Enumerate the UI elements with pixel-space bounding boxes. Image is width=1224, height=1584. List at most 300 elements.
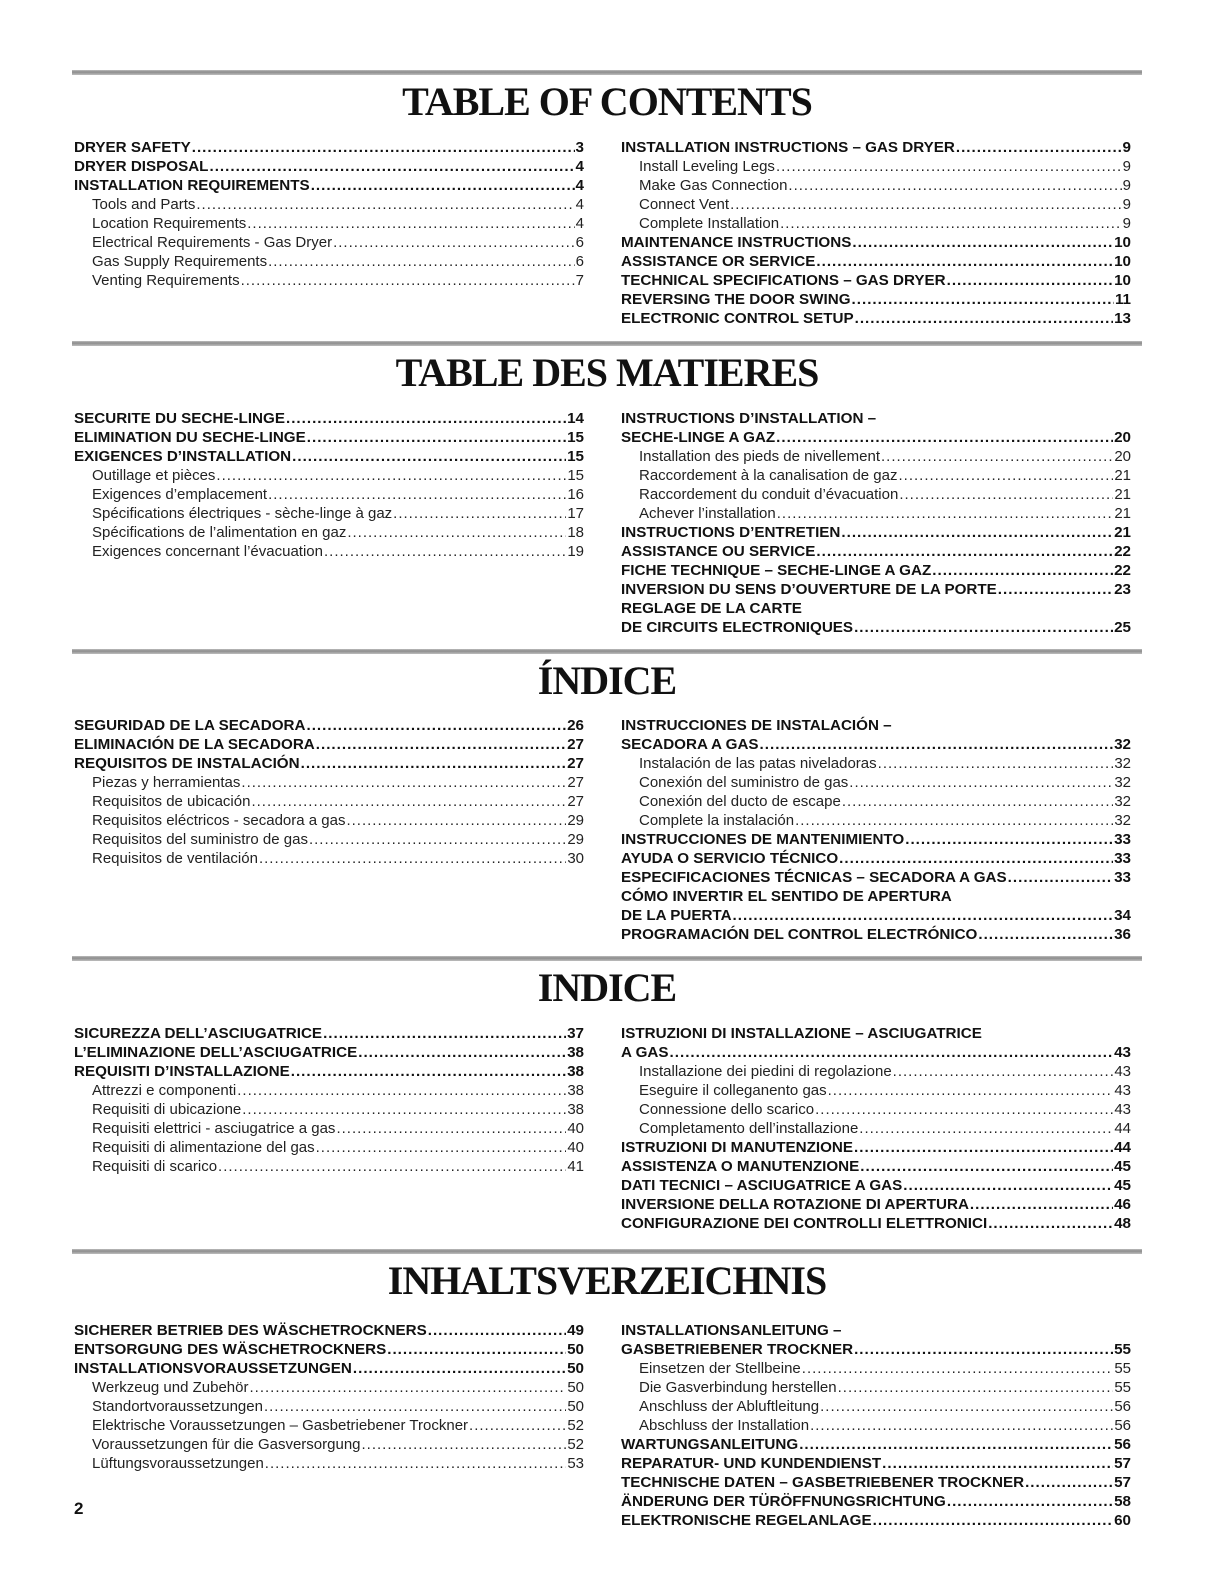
toc-column-right [621,409,1131,637]
toc-page-number: 57 [1114,1474,1131,1491]
toc-entry-label: Tools and Parts [92,196,196,213]
toc-column-right [621,1024,1131,1233]
toc-page-number: 50 [567,1379,584,1396]
dot-leader [839,849,1113,868]
toc-entry-label: ASSISTANCE OR SERVICE [621,253,816,270]
toc-page-number: 21 [1114,467,1131,484]
toc-entry-label: SICUREZZA DELL’ASCIUGATRICE [74,1025,323,1042]
toc-column-right [621,716,1131,944]
toc-entry-label: ELIMINATION DU SECHE-LINGE [74,429,306,446]
toc-subentry [621,811,1131,830]
dot-leader [324,542,566,561]
toc-page-number: 23 [1114,581,1131,598]
toc-entry-label: Attrezzi e componenti [92,1082,237,1099]
dot-leader [301,754,567,773]
dot-leader [1008,868,1113,887]
dot-leader [358,1043,566,1062]
toc-page-number: 36 [1114,926,1131,943]
toc-entry-label: ELEKTRONISCHE REGELANLAGE [621,1512,872,1529]
toc-entry-label: Completamento dell’installazione [639,1120,859,1137]
toc-entry-label: ÄNDERUNG DER TÜRÖFFNUNGSRICHTUNG [621,1493,946,1510]
toc-entry-label: DRYER SAFETY [74,139,191,156]
dot-leader [242,1100,566,1119]
toc-page-number: 11 [1114,291,1131,308]
toc-subentry [621,157,1131,176]
toc-page-number: 45 [1114,1177,1131,1194]
toc-column-left [74,716,584,868]
toc-entry-label: REQUISITI D’INSTALLAZIONE [74,1063,290,1080]
toc-subentry [74,849,584,868]
toc-subentry [621,485,1131,504]
dot-leader [988,1214,1113,1233]
toc-entry-label: Installazione dei piedini di regolazione [639,1063,892,1080]
toc-page-number: 58 [1114,1493,1131,1510]
section-divider [72,1249,1142,1254]
dot-leader [795,811,1113,830]
toc-subentry [74,504,584,523]
toc-entry [621,290,1131,309]
toc-page-number: 50 [567,1341,584,1358]
toc-entry-label: Instalación de las patas niveladoras [639,755,877,772]
toc-subentry [621,1119,1131,1138]
toc-page-number: 27 [567,774,584,791]
toc-page-number: 38 [567,1101,584,1118]
toc-page-number: 4 [575,158,584,175]
toc-subentry [621,1397,1131,1416]
toc-column-right [621,138,1131,328]
dot-leader [828,1081,1114,1100]
toc-subentry [74,1435,584,1454]
dot-leader [854,618,1113,637]
toc-subentry [621,195,1131,214]
toc-subentry [621,466,1131,485]
dot-leader [760,735,1114,754]
toc-page-number: 57 [1114,1455,1131,1472]
toc-entry [621,233,1131,252]
toc-entry [621,309,1131,328]
toc-subentry [74,195,584,214]
dot-leader [852,290,1114,309]
toc-entry-label: Eseguire il colleganento gas [639,1082,827,1099]
section-divider [72,956,1142,961]
dot-leader [265,1454,567,1473]
dot-leader [249,1378,566,1397]
toc-entry [74,716,584,735]
dot-leader [978,925,1113,944]
dot-leader [347,523,566,542]
toc-page-number: 50 [567,1360,584,1377]
toc-page-number: 25 [1114,619,1131,636]
toc-entry [621,1214,1131,1233]
toc-page-number: 21 [1114,524,1131,541]
toc-entry [621,830,1131,849]
toc-entry-label: Requisiti di scarico [92,1158,218,1175]
toc-entry [621,1492,1131,1511]
toc-page-number: 44 [1114,1139,1131,1156]
dot-leader [237,1081,566,1100]
toc-subentry [621,773,1131,792]
toc-entry-label: Exigences d’emplacement [92,486,268,503]
dot-leader [196,195,574,214]
toc-entry-label: ENTSORGUNG DES WÄSCHETROCKNERS [74,1341,387,1358]
toc-page-number: 19 [567,543,584,560]
toc-entry-label: Lüftungsvoraussetzungen [92,1455,264,1472]
toc-entry-label: A GAS [621,1044,669,1061]
toc-page-number: 4 [575,177,584,194]
toc-page-number: 21 [1114,486,1131,503]
toc-subentry [621,176,1131,195]
toc-page-number: 27 [567,755,584,772]
toc-entry [74,409,584,428]
toc-page-number: 32 [1114,755,1131,772]
dot-leader [899,466,1114,485]
toc-subentry [621,1378,1131,1397]
toc-entry-label: CÓMO INVERTIR EL SENTIDO DE APERTURA [621,888,952,905]
toc-entry [74,138,584,157]
toc-entry [74,176,584,195]
toc-entry-label: INSTRUCCIONES DE INSTALACIÓN – [621,717,892,734]
toc-entry-label: Requisitos de ventilación [92,850,258,867]
dot-leader [346,811,566,830]
toc-page-number: 18 [567,524,584,541]
dot-leader [362,1435,567,1454]
toc-page-number: 4 [575,215,584,232]
dot-leader [307,428,566,447]
toc-column-left [74,1024,584,1176]
toc-entry-label: Werkzeug und Zubehör [92,1379,249,1396]
dot-leader [306,716,566,735]
toc-entry-label: REQUISITOS DE INSTALACIÓN [74,755,300,772]
toc-page-number: 33 [1114,850,1131,867]
toc-page-number: 32 [1114,793,1131,810]
toc-page-number: 26 [567,717,584,734]
dot-leader [776,428,1113,447]
toc-page-number: 56 [1114,1436,1131,1453]
dot-leader [209,157,574,176]
section-title: INHALTSVERZEICHNIS [387,1258,827,1303]
dot-leader [947,271,1113,290]
toc-entry-label: EXIGENCES D’INSTALLATION [74,448,292,465]
toc-entry-label: INSTALLATIONSANLEITUNG – [621,1322,842,1339]
toc-subentry [74,271,584,290]
toc-page-number: 38 [567,1063,584,1080]
dot-leader [998,580,1113,599]
toc-page-number: 15 [567,448,584,465]
toc-page-number: 38 [567,1082,584,1099]
toc-entry [621,138,1131,157]
dot-leader [854,1340,1113,1359]
toc-page-number: 30 [567,850,584,867]
dot-leader [842,792,1114,811]
toc-page-number: 9 [1122,177,1131,194]
toc-entry [74,428,584,447]
toc-entry-label: Spécifications électriques - sèche-linge à gaz [92,505,393,522]
dot-leader [780,214,1122,233]
dot-leader [292,447,566,466]
toc-subentry [74,830,584,849]
toc-subentry [74,233,584,252]
toc-page-number: 9 [1122,215,1131,232]
toc-entry [621,925,1131,944]
toc-entry [621,580,1131,599]
toc-entry-label: Anschluss der Abluftleitung [639,1398,820,1415]
toc-entry-label: Die Gasverbindung herstellen [639,1379,837,1396]
dot-leader [469,1416,566,1435]
toc-page-number: 16 [567,486,584,503]
dot-leader [882,1454,1113,1473]
toc-entry [621,542,1131,561]
toc-page-number: 29 [567,831,584,848]
toc-entry [74,1043,584,1062]
dot-leader [878,754,1114,773]
toc-entry [74,1062,584,1081]
toc-entry-label: WARTUNGSANLEITUNG [621,1436,799,1453]
dot-leader [899,485,1113,504]
toc-entry-label: ESPECIFICACIONES TÉCNICAS – SECADORA A GAS [621,869,1007,886]
toc-entry-label: Spécifications de l’alimentation en gaz [92,524,347,541]
toc-entry-label: Requisitos de ubicación [92,793,251,810]
toc-page-number: 46 [1114,1196,1131,1213]
toc-page-number: 55 [1114,1341,1131,1358]
dot-leader [387,1340,566,1359]
toc-entry [621,409,1131,428]
toc-entry [74,1321,584,1340]
dot-leader [730,195,1122,214]
section-title: INDICE [537,965,677,1010]
toc-entry [621,716,1131,735]
toc-entry-label: ASSISTENZA O MANUTENZIONE [621,1158,860,1175]
toc-page-number: 21 [1114,505,1131,522]
toc-entry-label: AYUDA O SERVICIO TÉCNICO [621,850,839,867]
toc-entry-label: Electrical Requirements - Gas Dryer [92,234,333,251]
toc-entry-label: INSTALLATION REQUIREMENTS [74,177,310,194]
toc-entry [621,428,1131,447]
toc-entry [621,849,1131,868]
dot-leader [291,1062,566,1081]
toc-subentry [74,542,584,561]
toc-subentry [621,754,1131,773]
toc-entry-label: REGLAGE DE LA CARTE [621,600,802,617]
toc-entry [621,1195,1131,1214]
dot-leader [838,1378,1114,1397]
toc-entry-label: Achever l’installation [639,505,776,522]
toc-entry [621,271,1131,290]
toc-entry-label: INSTALLATIONSVORAUSSETZUNGEN [74,1360,352,1377]
toc-page-number: 48 [1114,1215,1131,1232]
toc-page-number: 52 [567,1417,584,1434]
toc-page-number: 43 [1114,1101,1131,1118]
dot-leader [855,309,1113,328]
dot-leader [192,138,575,157]
toc-page-number: 20 [1114,448,1131,465]
toc-page-number: 13 [1114,310,1131,327]
dot-leader [733,906,1114,925]
toc-subentry [74,1081,584,1100]
toc-entry-label: SECADORA A GAS [621,736,759,753]
toc-page-number: 53 [567,1455,584,1472]
toc-subentry [74,1416,584,1435]
toc-subentry [74,1157,584,1176]
toc-page-number: 43 [1114,1044,1131,1061]
toc-entry-label: Install Leveling Legs [639,158,775,175]
toc-page-number: 15 [567,467,584,484]
toc-page-number: 38 [567,1044,584,1061]
toc-page-number: 17 [567,505,584,522]
dot-leader [777,504,1114,523]
toc-entry-label: INVERSIONE DELLA ROTAZIONE DI APERTURA [621,1196,969,1213]
toc-entry [74,1340,584,1359]
toc-subentry [74,1454,584,1473]
toc-entry-label: REPARATUR- UND KUNDENDIENST [621,1455,882,1472]
toc-entry-label: DE CIRCUITS ELECTRONIQUES [621,619,854,636]
toc-entry-label: Venting Requirements [92,272,240,289]
toc-column-left [74,409,584,561]
toc-entry-label: Connessione dello scarico [639,1101,815,1118]
toc-entry-label: CONFIGURAZIONE DEI CONTROLLI ELETTRONICI [621,1215,988,1232]
toc-subentry [74,523,584,542]
dot-leader [241,271,575,290]
toc-subentry [621,447,1131,466]
dot-leader [881,447,1113,466]
section-divider [72,341,1142,346]
toc-entry [621,868,1131,887]
toc-entry [74,754,584,773]
toc-column-left [74,1321,584,1473]
dot-leader [309,830,566,849]
toc-page-number: 44 [1114,1120,1131,1137]
toc-entry-label: Outillage et pièces [92,467,216,484]
toc-page-number: 50 [567,1398,584,1415]
toc-entry-label: Make Gas Connection [639,177,788,194]
toc-entry-label: DATI TECNICI – ASCIUGATRICE A GAS [621,1177,903,1194]
toc-subentry [74,773,584,792]
toc-page-number: 52 [567,1436,584,1453]
toc-page-number: 33 [1114,869,1131,886]
toc-entry-label: L’ELIMINAZIONE DELL’ASCIUGATRICE [74,1044,358,1061]
toc-page-number: 37 [567,1025,584,1042]
toc-subentry [74,1138,584,1157]
toc-entry-label: Abschluss der Installation [639,1417,810,1434]
toc-entry [621,1435,1131,1454]
toc-page-number: 20 [1114,429,1131,446]
toc-entry-label: Conexión del ducto de escape [639,793,841,810]
toc-subentry [621,504,1131,523]
toc-entry [621,1473,1131,1492]
dot-leader [323,1024,566,1043]
toc-entry-label: Connect Vent [639,196,730,213]
dot-leader [353,1359,566,1378]
toc-subentry [74,1397,584,1416]
toc-entry-label: Piezas y herramientas [92,774,241,791]
dot-leader [873,1511,1113,1530]
toc-entry [621,1321,1131,1340]
dot-leader [849,773,1113,792]
toc-subentry [74,1378,584,1397]
toc-entry [621,1043,1131,1062]
toc-entry [621,561,1131,580]
toc-subentry [621,214,1131,233]
section-divider [72,649,1142,654]
toc-entry-label: INSTRUCTIONS D’INSTALLATION – [621,410,877,427]
toc-entry-label: Voraussetzungen für die Gasversorgung [92,1436,361,1453]
toc-page-number: 27 [567,793,584,810]
toc-entry [74,447,584,466]
dot-leader [216,466,566,485]
toc-page-number: 9 [1122,196,1131,213]
toc-entry [621,1157,1131,1176]
dot-leader [859,1119,1113,1138]
dot-leader [810,1416,1113,1435]
toc-page-number: 33 [1114,831,1131,848]
toc-entry [621,1511,1131,1530]
toc-entry-label: INSTRUCCIONES DE MANTENIMIENTO [621,831,905,848]
toc-entry-label: ISTRUZIONI DI INSTALLAZIONE – ASCIUGATRICE [621,1025,982,1042]
toc-entry-label: INSTRUCTIONS D’ENTRETIEN [621,524,841,541]
toc-entry-label: Raccordement à la canalisation de gaz [639,467,898,484]
toc-entry-label: Requisiti elettrici - asciugatrice a gas [92,1120,336,1137]
toc-entry [621,1454,1131,1473]
toc-page-number: 3 [575,139,584,156]
toc-subentry [621,1416,1131,1435]
toc-column-right [621,1321,1131,1530]
dot-leader [776,157,1122,176]
toc-page-number: 43 [1114,1082,1131,1099]
toc-page-number: 9 [1122,139,1131,156]
toc-entry-label: REVERSING THE DOOR SWING [621,291,851,308]
toc-page-number: 56 [1114,1398,1131,1415]
toc-subentry [74,811,584,830]
toc-entry-label: Raccordement du conduit d’évacuation [639,486,899,503]
toc-entry-label: Requisitos del suministro de gas [92,831,308,848]
toc-entry [74,735,584,754]
toc-entry-label: SEGURIDAD DE LA SECADORA [74,717,306,734]
toc-page-number: 56 [1114,1417,1131,1434]
dot-leader [268,485,566,504]
dot-leader [286,409,566,428]
dot-leader [670,1043,1114,1062]
toc-subentry [621,1062,1131,1081]
toc-entry-label: Einsetzen der Stellbeine [639,1360,801,1377]
toc-entry-label: TECHNICAL SPECIFICATIONS – GAS DRYER [621,272,946,289]
dot-leader [816,542,1113,561]
toc-entry-label: MAINTENANCE INSTRUCTIONS [621,234,852,251]
section-title: TABLE DES MATIERES [395,350,819,395]
toc-entry-label: PROGRAMACIÓN DEL CONTROL ELECTRÓNICO [621,926,978,943]
toc-entry [621,523,1131,542]
toc-page-number: 55 [1114,1360,1131,1377]
toc-subentry [74,1100,584,1119]
toc-subentry [74,1119,584,1138]
toc-page-number: 10 [1114,253,1131,270]
dot-leader [820,1397,1113,1416]
toc-entry-label: Requisitos eléctricos - secadora a gas [92,812,346,829]
toc-entry-label: SECURITE DU SECHE-LINGE [74,410,285,427]
toc-entry-label: ISTRUZIONI DI MANUTENZIONE [621,1139,854,1156]
dot-leader [311,176,575,195]
toc-entry [621,735,1131,754]
toc-entry [621,1176,1131,1195]
toc-page-number: 32 [1114,774,1131,791]
toc-subentry [74,485,584,504]
toc-page-number: 6 [575,253,584,270]
toc-entry-label: Complete Installation [639,215,780,232]
dot-leader [841,523,1113,542]
dot-leader [947,1492,1113,1511]
dot-leader [816,252,1113,271]
dot-leader [970,1195,1113,1214]
dot-leader [336,1119,566,1138]
toc-page-number: 49 [567,1322,584,1339]
